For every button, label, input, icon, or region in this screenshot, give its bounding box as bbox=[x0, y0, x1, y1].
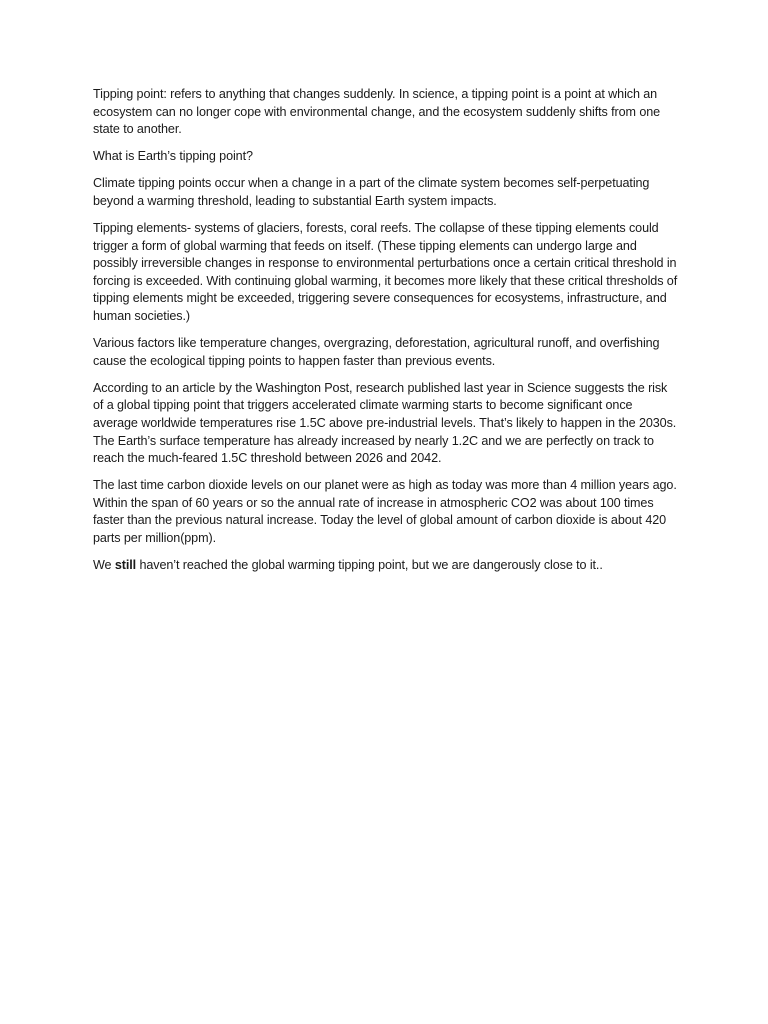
conclusion-text-end: haven’t reached the global warming tipping point, but we are dangerously close to it.. bbox=[136, 558, 603, 573]
paragraph-climate-tipping-points: Climate tipping points occur when a change in a part of the climate system becomes self-perpetuating beyond a warming threshold, leading to substantial Earth system impacts. bbox=[93, 176, 650, 208]
paragraph-washington-post: According to an article by the Washington Post, research published last year in Science suggests the risk of a global tipping point that triggers accelerated climate warming starts to become significant once average worldwide temperatures rise 1.5C above pre-industrial levels. That’s likely to happen in the 2030s. The Earth’s surface temperature has already increased by nearly 1.2C and we are perfectly on track to reach the much-feared 1.5C threshold between 2026 and 2042. bbox=[93, 380, 677, 466]
paragraph-tipping-elements: Tipping elements- systems of glaciers, forests, coral reefs. The collapse of these tipping elements could trigger a form of global warming that feeds on itself. (These tipping elements can undergo large and possibly irreversible changes in response to environmental perturbations once a certain critical threshold in forcing is exceeded. With continuing global warming, it becomes more likely that these critical thresholds of tipping elements might be exceeded, triggering severe consequences for ecosystems, infrastructure, and human societies.) bbox=[93, 221, 678, 324]
paragraph-factors: Various factors like temperature changes, overgrazing, deforestation, agricultural runoff, and overfishing cause the ecological tipping points to happen faster than previous events. bbox=[93, 336, 660, 368]
paragraph-tipping-point-definition: Tipping point: refers to anything that changes suddenly. In science, a tipping point is a point at which an ecosystem can no longer cope with environmental change, and the ecosystem suddenly shifts from one state to another. bbox=[93, 87, 661, 137]
paragraph-question: What is Earth’s tipping point? bbox=[93, 149, 253, 164]
paragraph-conclusion bbox=[93, 557, 678, 575]
conclusion-bold-word: still bbox=[114, 558, 137, 573]
paragraph-carbon-dioxide: The last time carbon dioxide levels on our planet were as high as today was more than 4 million years ago. Within the span of 60 years or so the annual rate of increase in atmospheric CO2 was about 100 times faster than the previous natural increase. Today the level of global amount of carbon dioxide is about 420 parts per million(ppm). bbox=[93, 478, 677, 546]
document-body bbox=[93, 86, 678, 584]
conclusion-text-start: We bbox=[93, 558, 115, 573]
